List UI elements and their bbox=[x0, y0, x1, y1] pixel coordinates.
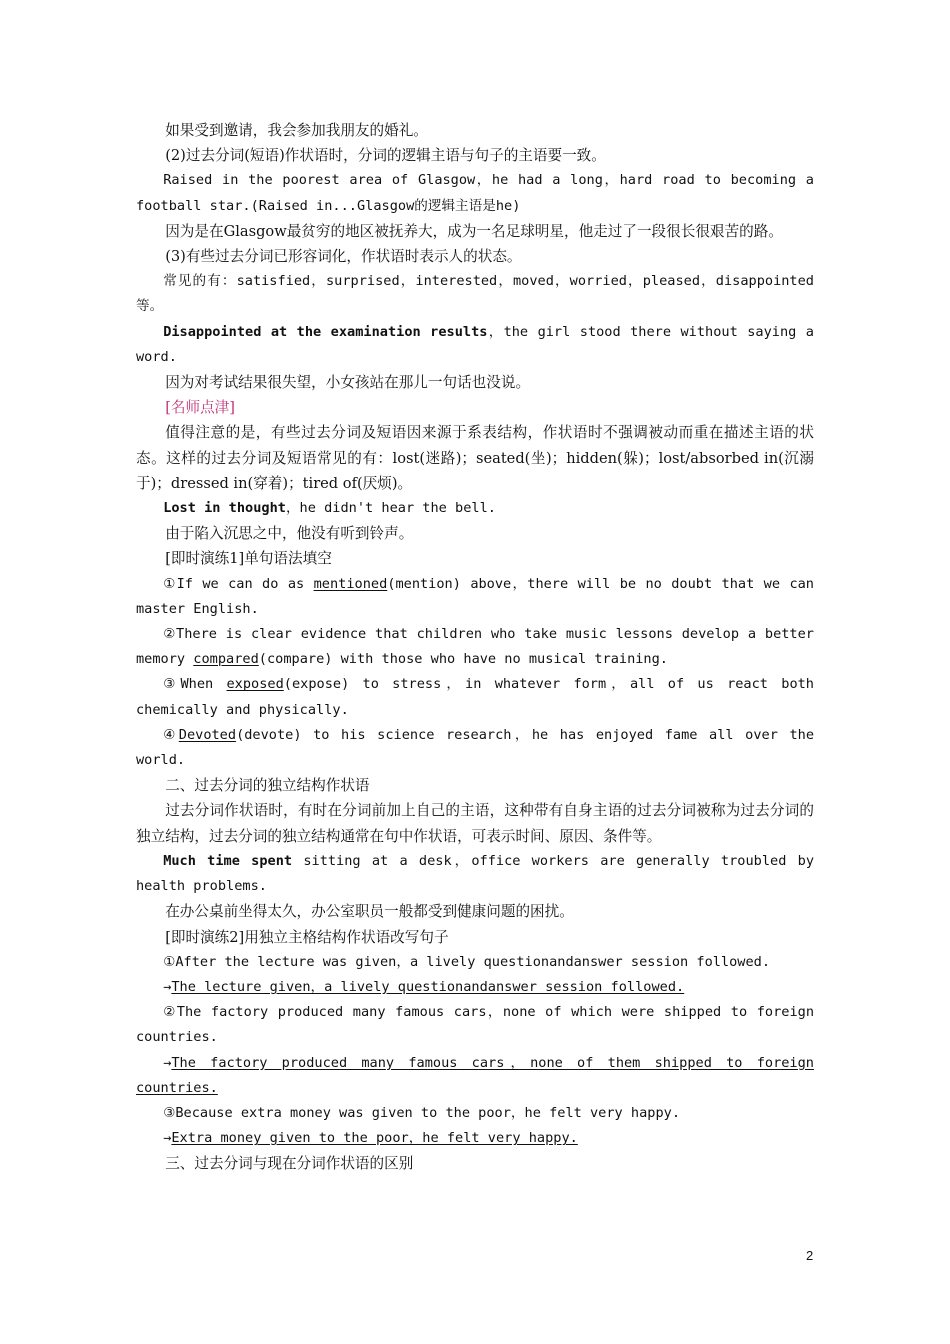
drill-2-title: [即时演练2]用独立主格结构作状语改写句子 bbox=[165, 928, 449, 946]
arrow-icon: → bbox=[163, 978, 172, 995]
answer: The factory produced many famous cars，none of them shipped to foreign countries. bbox=[136, 1054, 814, 1096]
drill-2-question-1: ①After the lecture was given，a lively questionandanswer session followed. bbox=[163, 953, 771, 970]
example-lost-in-thought bbox=[136, 496, 814, 521]
item-text: (compare) with those who have no musical training. bbox=[258, 651, 668, 668]
drill-1-item-3 bbox=[136, 672, 814, 722]
drill-1-title: [即时演练1]单句语法填空 bbox=[165, 550, 332, 568]
drill-2-answer-2 bbox=[136, 1051, 814, 1101]
example-rest: ，he didn't hear the bell. bbox=[285, 500, 496, 517]
item-text: ②There is clear evidence that children who take music lessons develop a better memory bbox=[136, 626, 814, 668]
example-rest: sitting at a desk，office workers are generally troubled by health problems. bbox=[136, 852, 814, 895]
drill-1-item-1 bbox=[136, 572, 814, 622]
answer: mentioned bbox=[313, 575, 388, 592]
section-3-title: 三、过去分词与现在分词作状语的区别 bbox=[165, 1155, 414, 1173]
example-bold-phrase: Lost in thought bbox=[163, 500, 286, 517]
translation-much-time: 在办公桌前坐得太久，办公室职员一般都受到健康问题的困扰。 bbox=[165, 903, 574, 921]
translation-lost: 由于陷入沉思之中，他没有听到铃声。 bbox=[165, 525, 414, 543]
answer: compared bbox=[193, 651, 259, 668]
page-number: 2 bbox=[806, 1248, 814, 1263]
item-text: (mention) above，there will be no doubt that we can master English. bbox=[136, 575, 814, 617]
answer: The lecture given，a lively questionandanswer session followed. bbox=[171, 978, 685, 995]
item-text: ①If we can do as bbox=[163, 575, 314, 592]
teacher-tip-label: [名师点津] bbox=[165, 399, 235, 417]
section-2-explanation: 过去分词作状语时，有时在分词前加上自己的主语，这种带有自身主语的过去分词被称为过去分词的独立结构，过去分词的独立结构通常在句中作状语，可表示时间、原因、条件等。 bbox=[136, 802, 814, 845]
drill-1-item-2 bbox=[136, 622, 814, 672]
document-body bbox=[136, 118, 814, 1177]
arrow-icon: → bbox=[163, 1130, 172, 1147]
drill-2-question-3: ③Because extra money was given to the poor，he felt very happy. bbox=[163, 1104, 681, 1121]
item-text: (expose) to stress，in whatever form，all of us react both chemically and physically. bbox=[136, 676, 814, 718]
item-text: ③When bbox=[163, 676, 227, 693]
answer: Devoted bbox=[178, 726, 237, 743]
common-adjectives: 常见的有：satisfied，surprised，interested，moved，worried，pleased，disappointed等。 bbox=[136, 273, 814, 315]
translation-glasgow: 因为是在Glasgow最贫穷的地区被抚养大，成为一名足球明星，他走过了一段很长很艰苦的路。 bbox=[165, 222, 783, 240]
example-disappointed bbox=[136, 320, 814, 370]
drill-2-answer-1 bbox=[136, 975, 814, 1000]
answer: Extra money given to the poor，he felt very happy. bbox=[171, 1130, 578, 1147]
example-rest: ，the girl stood there without saying a word. bbox=[136, 323, 814, 365]
translation-disappointed: 因为对考试结果很失望，小女孩站在那儿一句话也没说。 bbox=[165, 374, 531, 392]
example-much-time bbox=[136, 849, 814, 899]
rule-3: (3)有些过去分词已形容词化，作状语时表示人的状态。 bbox=[165, 248, 522, 266]
item-text: ④ bbox=[163, 726, 179, 743]
answer: exposed bbox=[226, 676, 284, 693]
drill-2-question-2: ②The factory produced many famous cars，none of which were shipped to foreign countries. bbox=[136, 1004, 814, 1046]
arrow-icon: → bbox=[163, 1054, 172, 1071]
drill-1-item-4 bbox=[136, 723, 814, 773]
drill-2-answer-3 bbox=[136, 1126, 814, 1151]
example-glasgow: Raised in the poorest area of Glasgow，he had a long，hard road to becoming a football star.(Raised in...Glasgow的逻辑主语是he) bbox=[136, 172, 814, 214]
rule-2: (2)过去分词(短语)作状语时，分词的逻辑主语与句子的主语要一致。 bbox=[165, 147, 606, 165]
example-bold-phrase: Disappointed at the examination results bbox=[163, 323, 488, 340]
section-2-title: 二、过去分词的独立结构作状语 bbox=[165, 777, 370, 795]
example-bold-phrase: Much time spent bbox=[163, 852, 293, 869]
item-text: (devote) to his science research，he has enjoyed fame all over the world. bbox=[136, 726, 814, 769]
teacher-tip-text: 值得注意的是，有些过去分词及短语因来源于系表结构，作状语时不强调被动而重在描述主语的状态。这样的过去分词及短语常见的有：lost(迷路)；seated(坐)；hidden(躲)；lost/absorbed in(沉溺于)；dressed in(穿着)；tired of(厌烦)。 bbox=[136, 424, 814, 492]
paragraph-wedding: 如果受到邀请，我会参加我朋友的婚礼。 bbox=[165, 122, 428, 139]
